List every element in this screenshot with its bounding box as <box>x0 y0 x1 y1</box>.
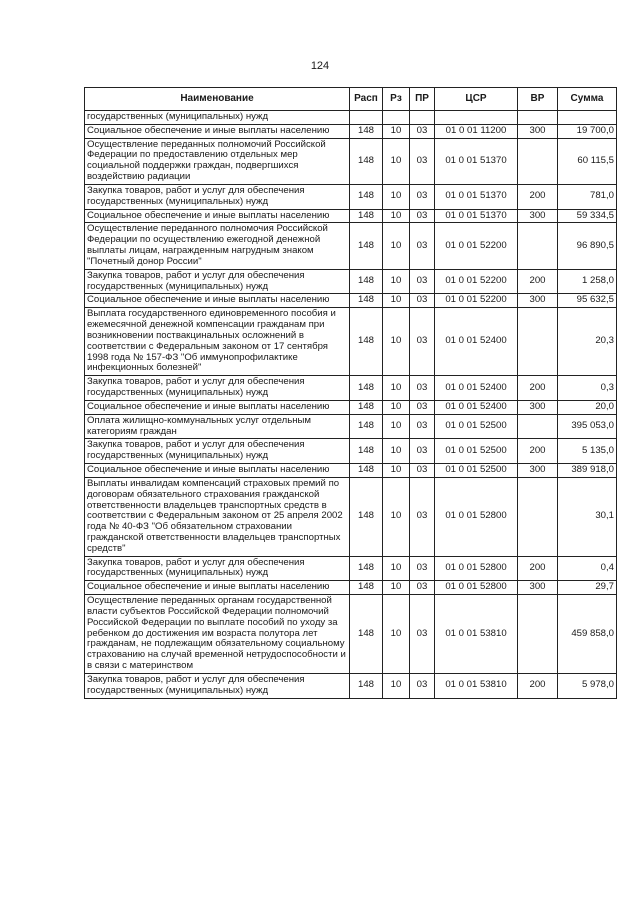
cell-vr: 200 <box>518 269 558 294</box>
cell-sum: 395 053,0 <box>558 414 617 439</box>
cell-vr: 300 <box>518 124 558 138</box>
cell-pr: 03 <box>410 209 435 223</box>
cell-csr: 01 0 01 51370 <box>435 184 518 209</box>
cell-rz: 10 <box>383 595 410 674</box>
cell-rasp: 148 <box>350 477 383 556</box>
table-row <box>85 464 617 478</box>
header-pr: ПР <box>410 88 435 111</box>
cell-pr: 03 <box>410 269 435 294</box>
table-row <box>85 414 617 439</box>
cell-pr: 03 <box>410 673 435 698</box>
cell-pr: 03 <box>410 223 435 269</box>
cell-rz <box>383 111 410 125</box>
cell-pr: 03 <box>410 439 435 464</box>
cell-rasp: 148 <box>350 223 383 269</box>
cell-vr <box>518 111 558 125</box>
cell-name: Социальное обеспечение и иные выплаты населению <box>85 124 350 138</box>
cell-rz: 10 <box>383 138 410 184</box>
cell-pr: 03 <box>410 581 435 595</box>
cell-csr: 01 0 01 52400 <box>435 400 518 414</box>
cell-vr <box>518 477 558 556</box>
cell-name: Социальное обеспечение и иные выплаты населению <box>85 400 350 414</box>
cell-rz: 10 <box>383 414 410 439</box>
cell-rz: 10 <box>383 184 410 209</box>
table-row <box>85 556 617 581</box>
cell-vr <box>518 223 558 269</box>
table-row <box>85 269 617 294</box>
cell-pr: 03 <box>410 400 435 414</box>
cell-csr: 01 0 01 51370 <box>435 138 518 184</box>
cell-name: Закупка товаров, работ и услуг для обеспечения государственных (муниципальных) нужд <box>85 556 350 581</box>
header-vr: ВР <box>518 88 558 111</box>
cell-csr: 01 0 01 52800 <box>435 556 518 581</box>
cell-rasp: 148 <box>350 673 383 698</box>
cell-rasp: 148 <box>350 376 383 401</box>
cell-pr: 03 <box>410 294 435 308</box>
cell-csr <box>435 111 518 125</box>
cell-vr <box>518 414 558 439</box>
table-row <box>85 308 617 376</box>
cell-sum: 0,3 <box>558 376 617 401</box>
cell-rasp <box>350 111 383 125</box>
cell-csr: 01 0 01 52800 <box>435 477 518 556</box>
cell-rz: 10 <box>383 464 410 478</box>
header-csr: ЦСР <box>435 88 518 111</box>
cell-name: Выплата государственного единовременного пособия и ежемесячной денежной компенсации гражданам при возникновении поствакцинальных осложнений в соответствии с Федеральным законом от 17 сентября 1998 года № 157-ФЗ "Об иммунопрофилактике инфекционных болезней" <box>85 308 350 376</box>
budget-table <box>84 87 617 699</box>
cell-rasp: 148 <box>350 400 383 414</box>
table-row <box>85 111 617 125</box>
cell-sum: 29,7 <box>558 581 617 595</box>
cell-sum: 20,0 <box>558 400 617 414</box>
cell-name: Осуществление переданных органам государственной власти субъектов Российской Федерации полномочий Российской Федерации по выплате пособий по уходу за ребенком до достижения им возраста полутора лет гражданам, не подлежащим обязательному социальному страхованию на случай временной нетрудоспособности и в связи с материнством <box>85 595 350 674</box>
cell-sum: 781,0 <box>558 184 617 209</box>
cell-vr: 300 <box>518 400 558 414</box>
cell-name: Закупка товаров, работ и услуг для обеспечения государственных (муниципальных) нужд <box>85 376 350 401</box>
cell-sum: 19 700,0 <box>558 124 617 138</box>
table-row <box>85 138 617 184</box>
cell-csr: 01 0 01 52200 <box>435 269 518 294</box>
cell-csr: 01 0 01 52400 <box>435 308 518 376</box>
cell-rz: 10 <box>383 376 410 401</box>
cell-name: Закупка товаров, работ и услуг для обеспечения государственных (муниципальных) нужд <box>85 269 350 294</box>
cell-pr <box>410 111 435 125</box>
table-row <box>85 184 617 209</box>
header-rasp: Расп <box>350 88 383 111</box>
cell-name: Осуществление переданного полномочия Российской Федерации по осуществлению ежегодной денежной выплаты лицам, награжденным нагрудным знаком "Почетный донор России" <box>85 223 350 269</box>
cell-vr: 200 <box>518 673 558 698</box>
cell-rz: 10 <box>383 439 410 464</box>
cell-name: Социальное обеспечение и иные выплаты населению <box>85 464 350 478</box>
cell-vr: 200 <box>518 556 558 581</box>
cell-sum: 30,1 <box>558 477 617 556</box>
cell-name: Социальное обеспечение и иные выплаты населению <box>85 209 350 223</box>
cell-rasp: 148 <box>350 184 383 209</box>
table-row <box>85 223 617 269</box>
cell-rz: 10 <box>383 477 410 556</box>
cell-rasp: 148 <box>350 308 383 376</box>
cell-sum: 459 858,0 <box>558 595 617 674</box>
cell-vr <box>518 308 558 376</box>
cell-rasp: 148 <box>350 439 383 464</box>
cell-rz: 10 <box>383 308 410 376</box>
cell-csr: 01 0 01 52800 <box>435 581 518 595</box>
cell-name: Закупка товаров, работ и услуг для обеспечения государственных (муниципальных) нужд <box>85 184 350 209</box>
table-row <box>85 294 617 308</box>
cell-rasp: 148 <box>350 269 383 294</box>
cell-rz: 10 <box>383 223 410 269</box>
cell-name: Осуществление переданных полномочий Российской Федерации по предоставлению отдельных мер социальной поддержки граждан, подвергшихся воздействию радиации <box>85 138 350 184</box>
cell-pr: 03 <box>410 308 435 376</box>
cell-pr: 03 <box>410 184 435 209</box>
cell-rz: 10 <box>383 556 410 581</box>
cell-csr: 01 0 01 51370 <box>435 209 518 223</box>
cell-sum: 1 258,0 <box>558 269 617 294</box>
table-row <box>85 400 617 414</box>
cell-sum: 0,4 <box>558 556 617 581</box>
cell-sum: 95 632,5 <box>558 294 617 308</box>
table-row <box>85 209 617 223</box>
table-row <box>85 376 617 401</box>
cell-rz: 10 <box>383 581 410 595</box>
cell-vr: 200 <box>518 439 558 464</box>
cell-rasp: 148 <box>350 595 383 674</box>
cell-rasp: 148 <box>350 209 383 223</box>
table-header-row <box>85 88 617 111</box>
cell-sum: 389 918,0 <box>558 464 617 478</box>
cell-sum: 5 135,0 <box>558 439 617 464</box>
cell-vr: 300 <box>518 464 558 478</box>
cell-pr: 03 <box>410 138 435 184</box>
cell-rasp: 148 <box>350 556 383 581</box>
cell-name: Социальное обеспечение и иные выплаты населению <box>85 581 350 595</box>
header-name: Наименование <box>85 88 350 111</box>
cell-csr: 01 0 01 52500 <box>435 464 518 478</box>
cell-name: Выплаты инвалидам компенсаций страховых премий по договорам обязательного страхования гражданской ответственности владельцев транспортных средств в соответствии с Федеральным законом от 25 апреля 2002 года № 40-ФЗ "Об обязательном страховании гражданской ответственности владельцев транспортных средств" <box>85 477 350 556</box>
cell-csr: 01 0 01 11200 <box>435 124 518 138</box>
table-body <box>85 111 617 699</box>
cell-csr: 01 0 01 52200 <box>435 294 518 308</box>
cell-csr: 01 0 01 53810 <box>435 595 518 674</box>
cell-rasp: 148 <box>350 414 383 439</box>
cell-name: Закупка товаров, работ и услуг для обеспечения государственных (муниципальных) нужд <box>85 673 350 698</box>
table-row <box>85 595 617 674</box>
cell-rz: 10 <box>383 269 410 294</box>
cell-sum: 5 978,0 <box>558 673 617 698</box>
cell-csr: 01 0 01 52200 <box>435 223 518 269</box>
cell-vr: 200 <box>518 376 558 401</box>
cell-vr: 300 <box>518 294 558 308</box>
cell-rasp: 148 <box>350 581 383 595</box>
cell-name: Оплата жилищно-коммунальных услуг отдельным категориям граждан <box>85 414 350 439</box>
cell-csr: 01 0 01 53810 <box>435 673 518 698</box>
cell-vr: 200 <box>518 184 558 209</box>
cell-pr: 03 <box>410 124 435 138</box>
cell-name: Закупка товаров, работ и услуг для обеспечения государственных (муниципальных) нужд <box>85 439 350 464</box>
cell-csr: 01 0 01 52500 <box>435 439 518 464</box>
cell-sum: 60 115,5 <box>558 138 617 184</box>
cell-rz: 10 <box>383 294 410 308</box>
table-row <box>85 673 617 698</box>
table-row <box>85 477 617 556</box>
cell-vr: 300 <box>518 209 558 223</box>
cell-rasp: 148 <box>350 464 383 478</box>
cell-rasp: 148 <box>350 138 383 184</box>
table-row <box>85 581 617 595</box>
cell-sum: 59 334,5 <box>558 209 617 223</box>
cell-pr: 03 <box>410 376 435 401</box>
cell-sum: 96 890,5 <box>558 223 617 269</box>
cell-vr: 300 <box>518 581 558 595</box>
table-row <box>85 124 617 138</box>
cell-rasp: 148 <box>350 124 383 138</box>
cell-sum: 20,3 <box>558 308 617 376</box>
cell-pr: 03 <box>410 464 435 478</box>
cell-pr: 03 <box>410 595 435 674</box>
cell-rz: 10 <box>383 209 410 223</box>
cell-sum <box>558 111 617 125</box>
cell-pr: 03 <box>410 556 435 581</box>
cell-name: государственных (муниципальных) нужд <box>85 111 350 125</box>
cell-rz: 10 <box>383 124 410 138</box>
cell-rz: 10 <box>383 673 410 698</box>
header-sum: Сумма <box>558 88 617 111</box>
cell-csr: 01 0 01 52500 <box>435 414 518 439</box>
page-number: 124 <box>310 60 330 72</box>
cell-csr: 01 0 01 52400 <box>435 376 518 401</box>
cell-pr: 03 <box>410 477 435 556</box>
cell-rz: 10 <box>383 400 410 414</box>
cell-vr <box>518 595 558 674</box>
cell-name: Социальное обеспечение и иные выплаты населению <box>85 294 350 308</box>
cell-pr: 03 <box>410 414 435 439</box>
cell-vr <box>518 138 558 184</box>
header-rz: Рз <box>383 88 410 111</box>
table-row <box>85 439 617 464</box>
cell-rasp: 148 <box>350 294 383 308</box>
